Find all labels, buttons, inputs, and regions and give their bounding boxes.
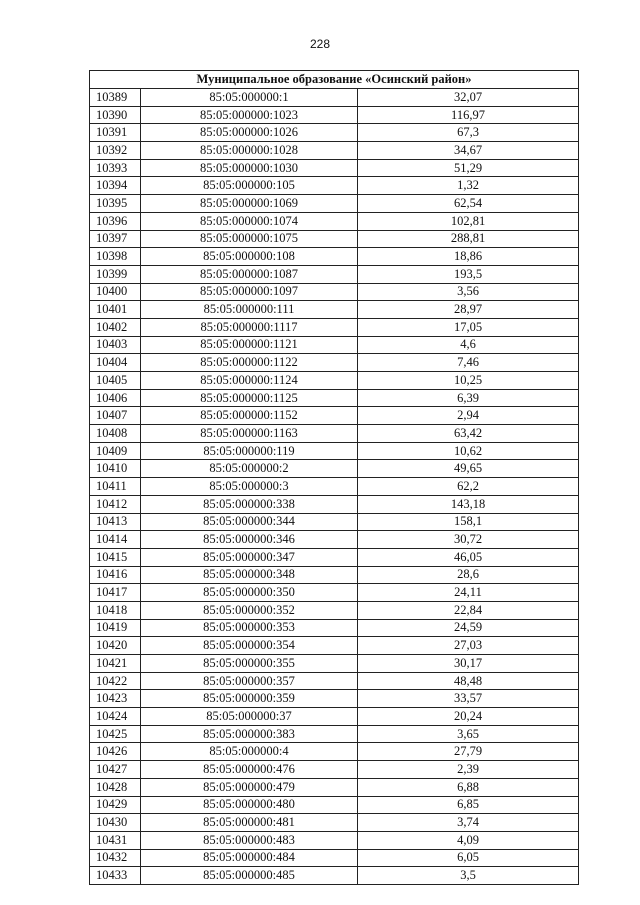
area-value-cell: 6,39 [358, 389, 579, 407]
area-value-cell: 62,54 [358, 195, 579, 213]
cadastral-number-cell: 85:05:000000:347 [141, 548, 358, 566]
area-value-cell: 20,24 [358, 708, 579, 726]
area-value-cell: 10,62 [358, 442, 579, 460]
area-value-cell: 17,05 [358, 318, 579, 336]
table-row [90, 230, 579, 248]
area-value-cell: 33,57 [358, 690, 579, 708]
row-number-cell: 10402 [90, 318, 141, 336]
row-number-cell: 10419 [90, 619, 141, 637]
table-row [90, 778, 579, 796]
table-row [90, 867, 579, 885]
cadastral-number-cell: 85:05:000000:480 [141, 796, 358, 814]
row-number-cell: 10409 [90, 442, 141, 460]
cadastral-number-cell: 85:05:000000:1121 [141, 336, 358, 354]
page-number: 228 [309, 37, 331, 51]
area-value-cell: 46,05 [358, 548, 579, 566]
table-row [90, 637, 579, 655]
cadastral-number-cell: 85:05:000000:1074 [141, 212, 358, 230]
table-row [90, 336, 579, 354]
cadastral-number-cell: 85:05:000000:383 [141, 725, 358, 743]
row-number-cell: 10392 [90, 142, 141, 160]
table-row [90, 89, 579, 107]
area-value-cell: 27,03 [358, 637, 579, 655]
cadastral-number-cell: 85:05:000000:355 [141, 655, 358, 673]
table-row [90, 460, 579, 478]
row-number-cell: 10391 [90, 124, 141, 142]
table-row [90, 708, 579, 726]
row-number-cell: 10432 [90, 849, 141, 867]
row-number-cell: 10394 [90, 177, 141, 195]
cadastral-number-cell: 85:05:000000:2 [141, 460, 358, 478]
area-value-cell: 3,65 [358, 725, 579, 743]
cadastral-number-cell: 85:05:000000:346 [141, 531, 358, 549]
row-number-cell: 10411 [90, 478, 141, 496]
cadastral-number-cell: 85:05:000000:1069 [141, 195, 358, 213]
table-row [90, 283, 579, 301]
row-number-cell: 10421 [90, 655, 141, 673]
area-value-cell: 3,74 [358, 814, 579, 832]
area-value-cell: 10,25 [358, 372, 579, 390]
cadastral-number-cell: 85:05:000000:119 [141, 442, 358, 460]
land-plots-table [89, 70, 579, 885]
cadastral-number-cell: 85:05:000000:105 [141, 177, 358, 195]
table-header-row [90, 71, 579, 89]
area-value-cell: 22,84 [358, 601, 579, 619]
row-number-cell: 10416 [90, 566, 141, 584]
table-body [90, 71, 579, 885]
cadastral-number-cell: 85:05:000000:352 [141, 601, 358, 619]
row-number-cell: 10427 [90, 761, 141, 779]
area-value-cell: 193,5 [358, 265, 579, 283]
cadastral-number-cell: 85:05:000000:483 [141, 831, 358, 849]
cadastral-number-cell: 85:05:000000:1 [141, 89, 358, 107]
area-value-cell: 1,32 [358, 177, 579, 195]
row-number-cell: 10403 [90, 336, 141, 354]
table-row [90, 584, 579, 602]
row-number-cell: 10428 [90, 778, 141, 796]
area-value-cell: 34,67 [358, 142, 579, 160]
area-value-cell: 6,85 [358, 796, 579, 814]
area-value-cell: 24,59 [358, 619, 579, 637]
area-value-cell: 102,81 [358, 212, 579, 230]
row-number-cell: 10389 [90, 89, 141, 107]
area-value-cell: 30,17 [358, 655, 579, 673]
row-number-cell: 10413 [90, 513, 141, 531]
table-row [90, 849, 579, 867]
municipality-header: Муниципальное образование «Осинский район» [90, 71, 579, 89]
cadastral-number-cell: 85:05:000000:1124 [141, 372, 358, 390]
cadastral-number-cell: 85:05:000000:1087 [141, 265, 358, 283]
area-value-cell: 27,79 [358, 743, 579, 761]
row-number-cell: 10429 [90, 796, 141, 814]
table-row [90, 407, 579, 425]
area-value-cell: 2,39 [358, 761, 579, 779]
cadastral-number-cell: 85:05:000000:4 [141, 743, 358, 761]
area-value-cell: 3,5 [358, 867, 579, 885]
row-number-cell: 10396 [90, 212, 141, 230]
table-row [90, 531, 579, 549]
cadastral-number-cell: 85:05:000000:481 [141, 814, 358, 832]
row-number-cell: 10412 [90, 495, 141, 513]
table-row [90, 566, 579, 584]
row-number-cell: 10399 [90, 265, 141, 283]
area-value-cell: 28,6 [358, 566, 579, 584]
cadastral-number-cell: 85:05:000000:1075 [141, 230, 358, 248]
table-row [90, 796, 579, 814]
cadastral-number-cell: 85:05:000000:1028 [141, 142, 358, 160]
row-number-cell: 10433 [90, 867, 141, 885]
table-row [90, 318, 579, 336]
table-row [90, 814, 579, 832]
table-row [90, 761, 579, 779]
row-number-cell: 10395 [90, 195, 141, 213]
row-number-cell: 10417 [90, 584, 141, 602]
row-number-cell: 10426 [90, 743, 141, 761]
cadastral-number-cell: 85:05:000000:1125 [141, 389, 358, 407]
cadastral-number-cell: 85:05:000000:1026 [141, 124, 358, 142]
row-number-cell: 10415 [90, 548, 141, 566]
cadastral-number-cell: 85:05:000000:357 [141, 672, 358, 690]
cadastral-number-cell: 85:05:000000:108 [141, 248, 358, 266]
area-value-cell: 28,97 [358, 301, 579, 319]
area-value-cell: 62,2 [358, 478, 579, 496]
row-number-cell: 10414 [90, 531, 141, 549]
row-number-cell: 10398 [90, 248, 141, 266]
cadastral-number-cell: 85:05:000000:338 [141, 495, 358, 513]
row-number-cell: 10407 [90, 407, 141, 425]
table-row [90, 354, 579, 372]
cadastral-number-cell: 85:05:000000:344 [141, 513, 358, 531]
table-row [90, 548, 579, 566]
table-row [90, 159, 579, 177]
row-number-cell: 10397 [90, 230, 141, 248]
cadastral-number-cell: 85:05:000000:1097 [141, 283, 358, 301]
row-number-cell: 10423 [90, 690, 141, 708]
area-value-cell: 6,05 [358, 849, 579, 867]
table-row [90, 372, 579, 390]
table-row [90, 195, 579, 213]
area-value-cell: 63,42 [358, 425, 579, 443]
table-row [90, 442, 579, 460]
area-value-cell: 3,56 [358, 283, 579, 301]
row-number-cell: 10424 [90, 708, 141, 726]
row-number-cell: 10420 [90, 637, 141, 655]
row-number-cell: 10406 [90, 389, 141, 407]
row-number-cell: 10430 [90, 814, 141, 832]
row-number-cell: 10431 [90, 831, 141, 849]
area-value-cell: 7,46 [358, 354, 579, 372]
cadastral-number-cell: 85:05:000000:1152 [141, 407, 358, 425]
table-row [90, 655, 579, 673]
area-value-cell: 51,29 [358, 159, 579, 177]
area-value-cell: 2,94 [358, 407, 579, 425]
cadastral-number-cell: 85:05:000000:348 [141, 566, 358, 584]
cadastral-number-cell: 85:05:000000:1023 [141, 106, 358, 124]
row-number-cell: 10425 [90, 725, 141, 743]
row-number-cell: 10393 [90, 159, 141, 177]
cadastral-number-cell: 85:05:000000:485 [141, 867, 358, 885]
cadastral-number-cell: 85:05:000000:37 [141, 708, 358, 726]
area-value-cell: 4,6 [358, 336, 579, 354]
area-value-cell: 48,48 [358, 672, 579, 690]
table-row [90, 124, 579, 142]
table-row [90, 513, 579, 531]
row-number-cell: 10422 [90, 672, 141, 690]
table-row [90, 212, 579, 230]
table-row [90, 672, 579, 690]
cadastral-number-cell: 85:05:000000:476 [141, 761, 358, 779]
area-value-cell: 67,3 [358, 124, 579, 142]
table-row [90, 690, 579, 708]
area-value-cell: 288,81 [358, 230, 579, 248]
area-value-cell: 30,72 [358, 531, 579, 549]
table-row [90, 177, 579, 195]
row-number-cell: 10410 [90, 460, 141, 478]
table-row [90, 743, 579, 761]
cadastral-number-cell: 85:05:000000:479 [141, 778, 358, 796]
row-number-cell: 10404 [90, 354, 141, 372]
area-value-cell: 49,65 [358, 460, 579, 478]
row-number-cell: 10408 [90, 425, 141, 443]
table-row [90, 301, 579, 319]
cadastral-number-cell: 85:05:000000:350 [141, 584, 358, 602]
table-row [90, 831, 579, 849]
table-row [90, 725, 579, 743]
cadastral-number-cell: 85:05:000000:359 [141, 690, 358, 708]
row-number-cell: 10405 [90, 372, 141, 390]
row-number-cell: 10401 [90, 301, 141, 319]
cadastral-number-cell: 85:05:000000:1030 [141, 159, 358, 177]
cadastral-number-cell: 85:05:000000:484 [141, 849, 358, 867]
cadastral-number-cell: 85:05:000000:1163 [141, 425, 358, 443]
cadastral-number-cell: 85:05:000000:354 [141, 637, 358, 655]
area-value-cell: 158,1 [358, 513, 579, 531]
table-row [90, 495, 579, 513]
cadastral-number-cell: 85:05:000000:3 [141, 478, 358, 496]
cadastral-number-cell: 85:05:000000:353 [141, 619, 358, 637]
table-row [90, 619, 579, 637]
cadastral-number-cell: 85:05:000000:111 [141, 301, 358, 319]
area-value-cell: 116,97 [358, 106, 579, 124]
area-value-cell: 18,86 [358, 248, 579, 266]
row-number-cell: 10390 [90, 106, 141, 124]
row-number-cell: 10400 [90, 283, 141, 301]
row-number-cell: 10418 [90, 601, 141, 619]
area-value-cell: 24,11 [358, 584, 579, 602]
area-value-cell: 6,88 [358, 778, 579, 796]
table-row [90, 389, 579, 407]
table-row [90, 425, 579, 443]
area-value-cell: 32,07 [358, 89, 579, 107]
cadastral-number-cell: 85:05:000000:1122 [141, 354, 358, 372]
area-value-cell: 143,18 [358, 495, 579, 513]
table-row [90, 248, 579, 266]
table-row [90, 478, 579, 496]
table-row [90, 265, 579, 283]
table-row [90, 601, 579, 619]
cadastral-number-cell: 85:05:000000:1117 [141, 318, 358, 336]
table-row [90, 106, 579, 124]
table-row [90, 142, 579, 160]
area-value-cell: 4,09 [358, 831, 579, 849]
